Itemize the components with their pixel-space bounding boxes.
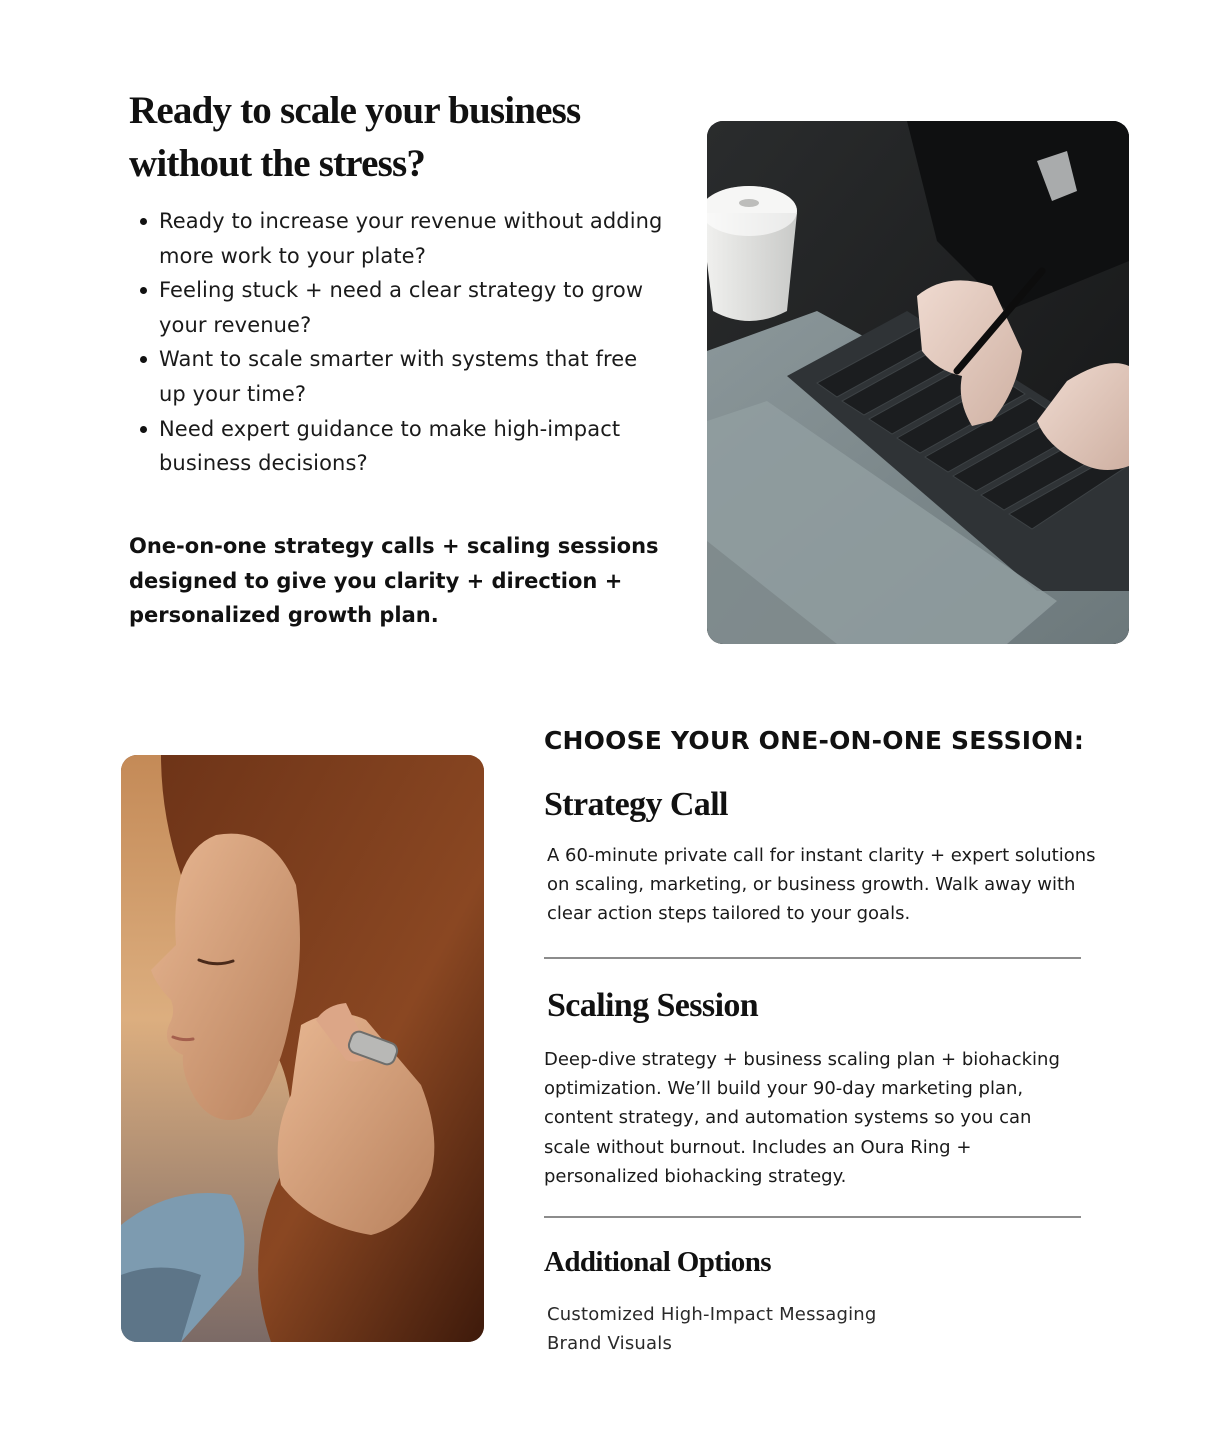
laptop-photo-illustration (707, 121, 1129, 644)
woman-photo-illustration (121, 755, 484, 1342)
sessions-heading: CHOOSE YOUR ONE-ON-ONE SESSION: (544, 726, 1085, 755)
additional-options-title: Additional Options (544, 1246, 771, 1278)
strategy-call-title: Strategy Call (544, 786, 728, 823)
laptop-photo (707, 121, 1129, 644)
pain-point-item: Need expert guidance to make high-impact business decisions? (129, 412, 669, 481)
hero-heading (129, 84, 669, 190)
woman-photo (121, 755, 484, 1342)
additional-option-item: Customized High-Impact Messaging (547, 1304, 877, 1325)
pain-point-item: Feeling stuck + need a clear strategy to grow your revenue? (129, 273, 669, 342)
hero-heading-line-1: Ready to scale your business (129, 89, 581, 132)
additional-option-item: Brand Visuals (547, 1333, 673, 1355)
hero-tagline: One-on-one strategy calls + scaling sessions designed to give you clarity + direction + personalized growth plan. (129, 534, 659, 628)
section-divider (544, 1216, 1081, 1218)
strategy-call-description: A 60-minute private call for instant clarity + expert solutions on scaling, marketing, or business growth. Walk away with clear action steps tailored to your goals. (547, 845, 1096, 925)
pain-point-list (129, 204, 669, 481)
scaling-session-description: Deep-dive strategy + business scaling plan + biohacking optimization. We’ll build your 90-day marketing plan, content strategy, and automation systems so you can scale without burnout. Includes an Oura Ring + personalized biohacking strategy. (544, 1049, 1060, 1187)
pain-point-item: Want to scale smarter with systems that free up your time? (129, 342, 669, 411)
section-divider (544, 957, 1081, 959)
additional-options-list (547, 1300, 877, 1358)
pain-point-item: Ready to increase your revenue without adding more work to your plate? (129, 204, 669, 273)
scaling-session-title: Scaling Session (547, 987, 759, 1024)
hero-heading-line-2: without the stress? (129, 142, 426, 185)
